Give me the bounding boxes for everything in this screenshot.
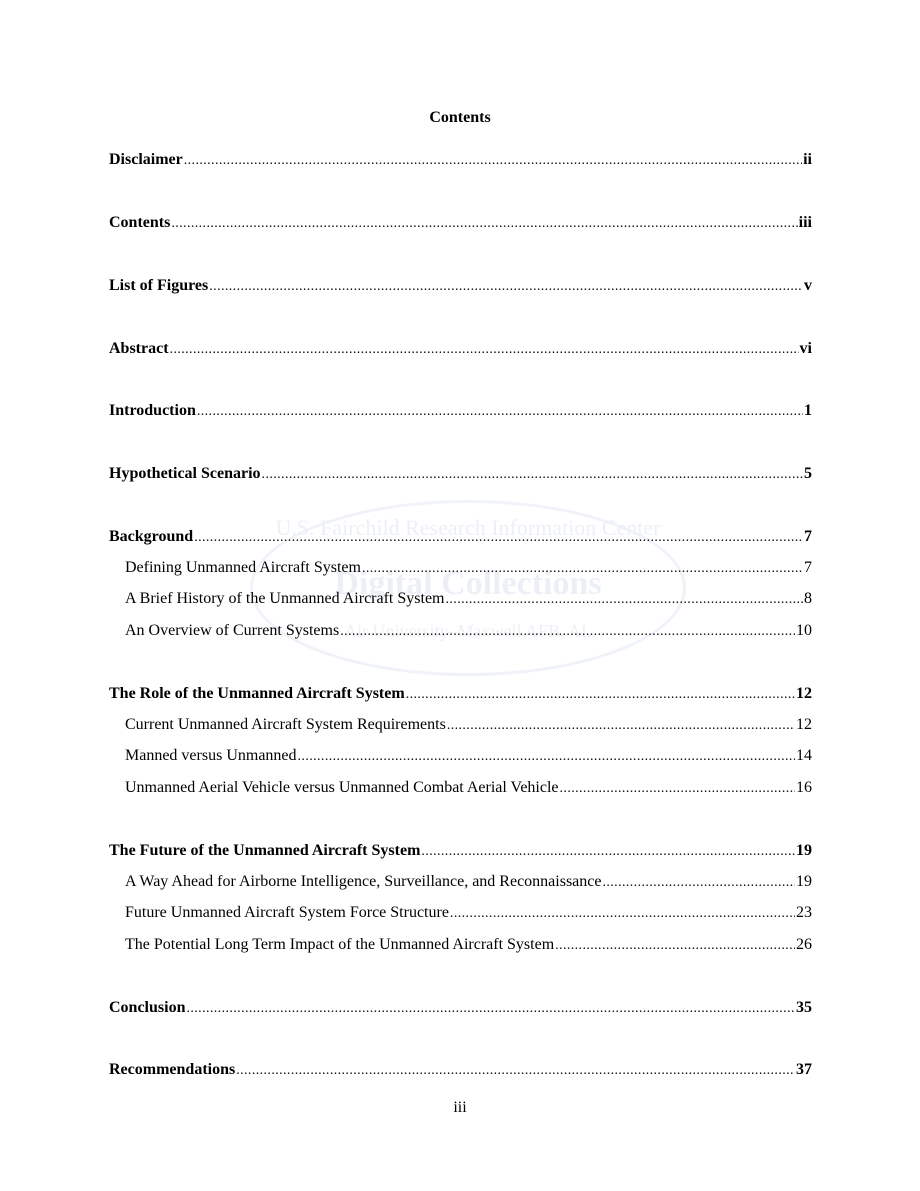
toc-entry-background[interactable] <box>109 527 812 547</box>
page-number: iii <box>453 1099 467 1116</box>
toc-entry-page: 26 <box>796 936 812 953</box>
toc-entry-title: The Role of the Unmanned Aircraft System <box>109 685 405 702</box>
toc-entry-page: 14 <box>796 747 812 764</box>
toc-entry-contents[interactable] <box>109 213 812 233</box>
toc-entry-page: 10 <box>796 622 812 639</box>
toc-entry-title: Future Unmanned Aircraft System Force Structure <box>125 904 449 921</box>
toc-entry-list-of-figures[interactable] <box>109 276 812 296</box>
dot-leader <box>209 277 803 297</box>
toc-entry-page: iii <box>798 214 812 231</box>
toc-entry-page: 1 <box>804 402 812 419</box>
toc-entry-page: 37 <box>796 1061 812 1078</box>
toc-entry-title: Introduction <box>109 402 196 419</box>
dot-leader <box>406 685 795 705</box>
dot-leader <box>555 936 795 956</box>
toc-entry-introduction[interactable] <box>109 401 812 421</box>
dot-leader <box>186 999 795 1019</box>
toc-entry-title: Current Unmanned Aircraft System Requirements <box>125 716 446 733</box>
toc-entry-title: Manned versus Unmanned <box>125 747 297 764</box>
toc-subentry-defining-uas[interactable] <box>125 558 812 578</box>
toc-entry-future-of-uas[interactable] <box>109 841 812 861</box>
toc-subentry-current-requirements[interactable] <box>125 715 812 735</box>
toc-entry-title: Contents <box>109 214 171 231</box>
toc-entry-title: Background <box>109 528 194 545</box>
dot-leader <box>262 465 803 485</box>
dot-leader <box>170 340 799 360</box>
toc-entry-page: 7 <box>804 528 812 545</box>
toc-entry-page: 19 <box>796 842 812 859</box>
toc-entry-page: 12 <box>796 716 812 733</box>
toc-subentry-brief-history[interactable] <box>125 589 812 609</box>
toc-entry-page: 19 <box>796 873 812 890</box>
toc-entry-title: List of Figures <box>109 277 209 294</box>
toc-entry-page: vi <box>799 340 812 357</box>
toc-entry-recommendations[interactable] <box>109 1060 812 1080</box>
dot-leader <box>362 559 803 579</box>
dot-leader <box>602 873 795 893</box>
toc-entry-title: A Brief History of the Unmanned Aircraft System <box>125 590 445 607</box>
toc-subentry-way-ahead-isr[interactable] <box>125 872 812 892</box>
toc-entry-page: 35 <box>796 999 812 1016</box>
toc-entry-page: ii <box>803 151 812 168</box>
toc-subentry-force-structure[interactable] <box>125 903 812 923</box>
toc-entry-title: A Way Ahead for Airborne Intelligence, Surveillance, and Reconnaissance <box>125 873 602 890</box>
toc-entry-title: The Future of the Unmanned Aircraft System <box>109 842 421 859</box>
toc-entry-title: Conclusion <box>109 999 186 1016</box>
page-title: Contents <box>429 109 491 126</box>
dot-leader <box>560 779 795 799</box>
dot-leader <box>421 842 795 862</box>
toc-subentry-long-term-impact[interactable] <box>125 935 812 955</box>
toc-entry-page: 7 <box>804 559 812 576</box>
toc-subentry-overview-current-systems[interactable] <box>125 621 812 641</box>
toc-subentry-manned-vs-unmanned[interactable] <box>125 746 812 766</box>
toc-subentry-uav-vs-ucav[interactable] <box>125 778 812 798</box>
watermark-line-1: U.S. Fairchild Research Information Center <box>275 515 661 540</box>
toc-entry-title: Recommendations <box>109 1061 236 1078</box>
toc-entry-title: The Potential Long Term Impact of the Unmanned Aircraft System <box>125 936 555 953</box>
toc-entry-abstract[interactable] <box>109 339 812 359</box>
watermark-line-2: Digital Collections <box>334 565 602 602</box>
dot-leader <box>184 151 802 171</box>
dot-leader <box>450 904 795 924</box>
toc-entry-title: Hypothetical Scenario <box>109 465 261 482</box>
toc-entry-title: An Overview of Current Systems <box>125 622 340 639</box>
toc-entry-hypothetical-scenario[interactable] <box>109 464 812 484</box>
dot-leader <box>171 214 797 234</box>
toc-entry-title: Abstract <box>109 340 169 357</box>
toc-entry-title: Disclaimer <box>109 151 183 168</box>
dot-leader <box>197 402 803 422</box>
toc-entry-title: Defining Unmanned Aircraft System <box>125 559 361 576</box>
toc-entry-role-of-uas[interactable] <box>109 684 812 704</box>
toc-entry-page: 12 <box>796 685 812 702</box>
dot-leader <box>447 716 795 736</box>
toc-entry-page: 8 <box>804 590 812 607</box>
toc-entry-page: 16 <box>796 779 812 796</box>
toc-entry-page: 23 <box>796 904 812 921</box>
dot-leader <box>236 1061 795 1081</box>
dot-leader <box>194 528 803 548</box>
toc-entry-title: Unmanned Aerial Vehicle versus Unmanned Combat Aerial Vehicle <box>125 779 559 796</box>
toc-entry-page: v <box>804 277 812 294</box>
toc-entry-conclusion[interactable] <box>109 998 812 1018</box>
dot-leader <box>298 747 795 767</box>
watermark-line-3: Air University–Maxwell AFB, AL <box>344 621 592 641</box>
toc-entry-page: 5 <box>804 465 812 482</box>
dot-leader <box>446 590 804 610</box>
toc-entry-disclaimer[interactable] <box>109 150 812 170</box>
dot-leader <box>340 622 795 642</box>
